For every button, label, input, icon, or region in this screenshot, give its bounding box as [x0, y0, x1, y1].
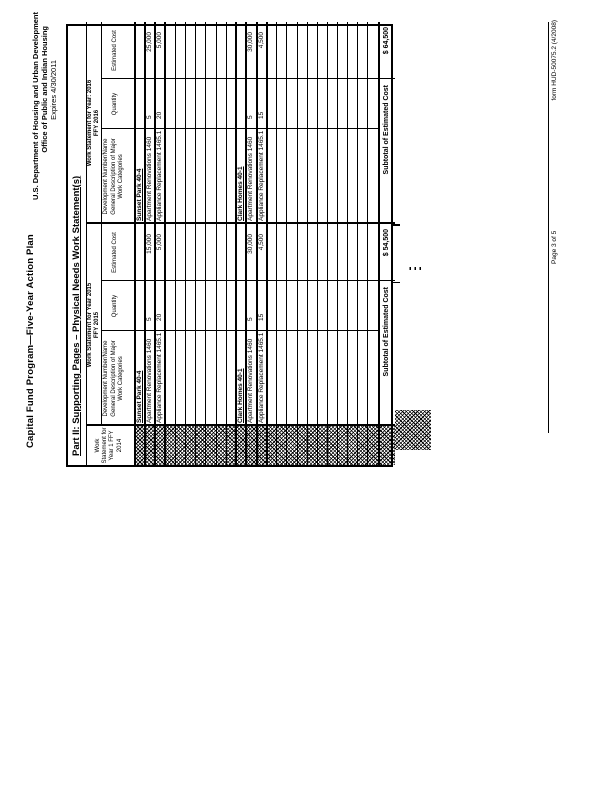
row-divider — [367, 22, 368, 465]
form-number: form HUD-50075.2 (4/2008) — [551, 20, 558, 101]
quantity-cell: 15 — [257, 111, 265, 119]
quantity-cell: 5 — [146, 115, 154, 119]
year1-header-line: Work — [95, 438, 101, 453]
dot-artifact — [407, 267, 421, 270]
work-description-cell: Appliance Replacement 1465.1 — [257, 332, 265, 423]
section-name-cell: Sunset Park 40-4 — [136, 370, 143, 423]
row-divider — [266, 22, 268, 465]
expires-date: Expires 4/30/2011 — [49, 60, 58, 120]
work-description-cell: Apartment Renovations 1460 — [146, 136, 154, 221]
year1-header-line: Statement for — [102, 427, 109, 464]
block-title-line: Work Statement for Year 2015 — [87, 282, 93, 368]
work-description-cell: Appliance Replacement 1465.1 — [257, 130, 265, 221]
column-divider — [101, 330, 378, 331]
table-divider — [378, 22, 380, 465]
row-divider — [297, 22, 298, 465]
column-divider — [101, 128, 378, 129]
row-divider — [357, 22, 358, 465]
dev-header-line: Development Number/Name — [103, 340, 109, 417]
column-divider — [101, 78, 395, 79]
block-title-line: Work Statement for Year: 2016 — [87, 79, 93, 167]
row-divider — [216, 22, 217, 465]
row-divider — [276, 22, 277, 465]
dev-header-line: Development Number/Name — [103, 138, 109, 215]
table-divider — [86, 22, 87, 465]
column-divider — [86, 223, 395, 225]
subtotal-value-2016: $ 64,500 — [383, 27, 390, 55]
work-description-cell: Apartment Renovations 1460 — [247, 338, 255, 423]
column-divider — [86, 425, 395, 427]
block-title-2015 — [86, 224, 101, 426]
estimated-cost-cell: 4,500 — [257, 32, 265, 49]
dev-header-line: Work Categories — [118, 356, 124, 401]
year1-column-header — [86, 426, 135, 465]
section-name-cell: Clark Homes 40-1 — [237, 368, 245, 423]
border-stub-artifact — [393, 225, 400, 227]
dev-header-line: Work Categories — [118, 154, 124, 199]
row-divider — [327, 22, 328, 465]
block-title-2016 — [86, 22, 101, 224]
table-heading: Part II: Supporting Pages – Physical Needs Work Statement(s) — [71, 175, 82, 456]
column-header-development-2015 — [101, 331, 135, 426]
office-name: Office of Public and Indian Housing — [40, 26, 49, 153]
agency-name: U.S. Department of Housing and Urban Development — [31, 12, 40, 200]
estimated-cost-cell: 30,000 — [247, 234, 255, 254]
work-description-cell: Apartment Renovations 1460 — [146, 338, 154, 423]
agency-block — [31, 12, 58, 200]
row-divider — [185, 22, 186, 465]
column-header-estimated-cost-2016: Estimated Cost — [112, 30, 118, 71]
estimated-cost-cell: 15,000 — [146, 234, 154, 254]
column-header-quantity-2016: Quantity — [112, 92, 118, 116]
estimated-cost-cell: 5,000 — [156, 234, 164, 251]
estimated-cost-cell: 30,000 — [247, 32, 255, 52]
row-divider — [317, 22, 318, 465]
column-divider — [101, 280, 395, 281]
work-statement-table — [66, 24, 393, 467]
footer-rule — [548, 22, 549, 433]
row-divider — [195, 22, 196, 465]
estimated-cost-cell: 4,500 — [257, 234, 265, 251]
border-stub-artifact — [393, 282, 400, 283]
work-description-cell: Appliance Replacement 1465.1 — [156, 130, 164, 221]
year1-header-line: 2014 — [116, 438, 123, 453]
quantity-cell: 5 — [247, 317, 255, 321]
subtotal-value-2015: $ 54,500 — [383, 229, 390, 257]
dev-header-line: General Description of Major — [110, 138, 117, 215]
subtotal-label-2016: Subtotal of Estimated Cost — [383, 85, 390, 175]
column-header-quantity-2015: Quantity — [112, 294, 118, 318]
estimated-cost-cell: 5,000 — [156, 32, 164, 49]
column-header-development-2016 — [101, 129, 135, 224]
dev-header-line: General Description of Major — [110, 340, 117, 417]
hatch-artifact — [395, 410, 431, 450]
row-divider — [164, 22, 166, 465]
row-divider — [205, 22, 206, 465]
section-name-cell: Clark Homes 40-1 — [237, 166, 245, 221]
page-title: Capital Fund Program—Five-Year Action Plan — [25, 234, 36, 448]
quantity-cell: 5 — [247, 115, 255, 119]
quantity-cell: 15 — [257, 313, 265, 321]
work-description-cell: Appliance Replacement 1465.1 — [156, 332, 164, 423]
row-divider — [226, 22, 227, 465]
row-divider — [175, 22, 176, 465]
block-title-line: FFY 2016 — [94, 109, 100, 137]
estimated-cost-cell: 25,000 — [146, 32, 154, 52]
quantity-cell: 20 — [156, 313, 164, 321]
quantity-cell: 20 — [156, 111, 164, 119]
row-divider — [286, 22, 287, 465]
row-divider — [337, 22, 338, 465]
year1-header-line: Year 1 FFY — [109, 430, 116, 461]
row-divider — [307, 22, 308, 465]
table-divider — [101, 22, 102, 426]
page-number: Page 3 of 5 — [551, 230, 558, 264]
column-header-estimated-cost-2015: Estimated Cost — [112, 232, 118, 273]
row-divider — [347, 22, 348, 465]
block-title-line: FFY 2015 — [94, 311, 100, 339]
work-description-cell: Apartment Renovations 1460 — [247, 136, 255, 221]
subtotal-label-2015: Subtotal of Estimated Cost — [383, 287, 390, 377]
quantity-cell: 5 — [146, 317, 154, 321]
table-divider — [134, 22, 136, 465]
section-name-cell: Sunset Park 40-4 — [136, 168, 143, 221]
